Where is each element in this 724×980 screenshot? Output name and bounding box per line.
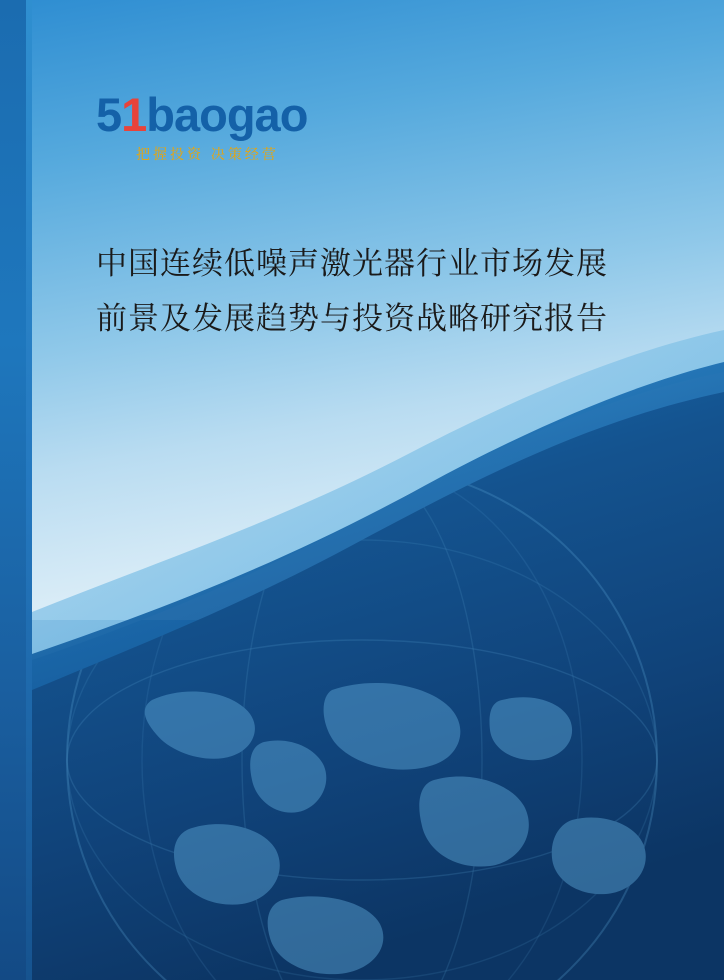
report-title — [96, 236, 676, 346]
logo-mark-51: 51 — [96, 88, 147, 141]
left-band-highlight — [26, 0, 32, 980]
left-vertical-band — [0, 0, 32, 980]
title-line-1: 中国连续低噪声激光器行业市场发展 — [96, 246, 608, 281]
logo-slogan: 把握投资 决策经营 — [136, 146, 279, 162]
logo-brand-baogao: baogao — [146, 88, 308, 141]
brand-logo — [96, 88, 307, 174]
title-line-2: 前景及发展趋势与投资战略研究报告 — [96, 301, 608, 336]
logo-wordmark — [96, 88, 307, 142]
